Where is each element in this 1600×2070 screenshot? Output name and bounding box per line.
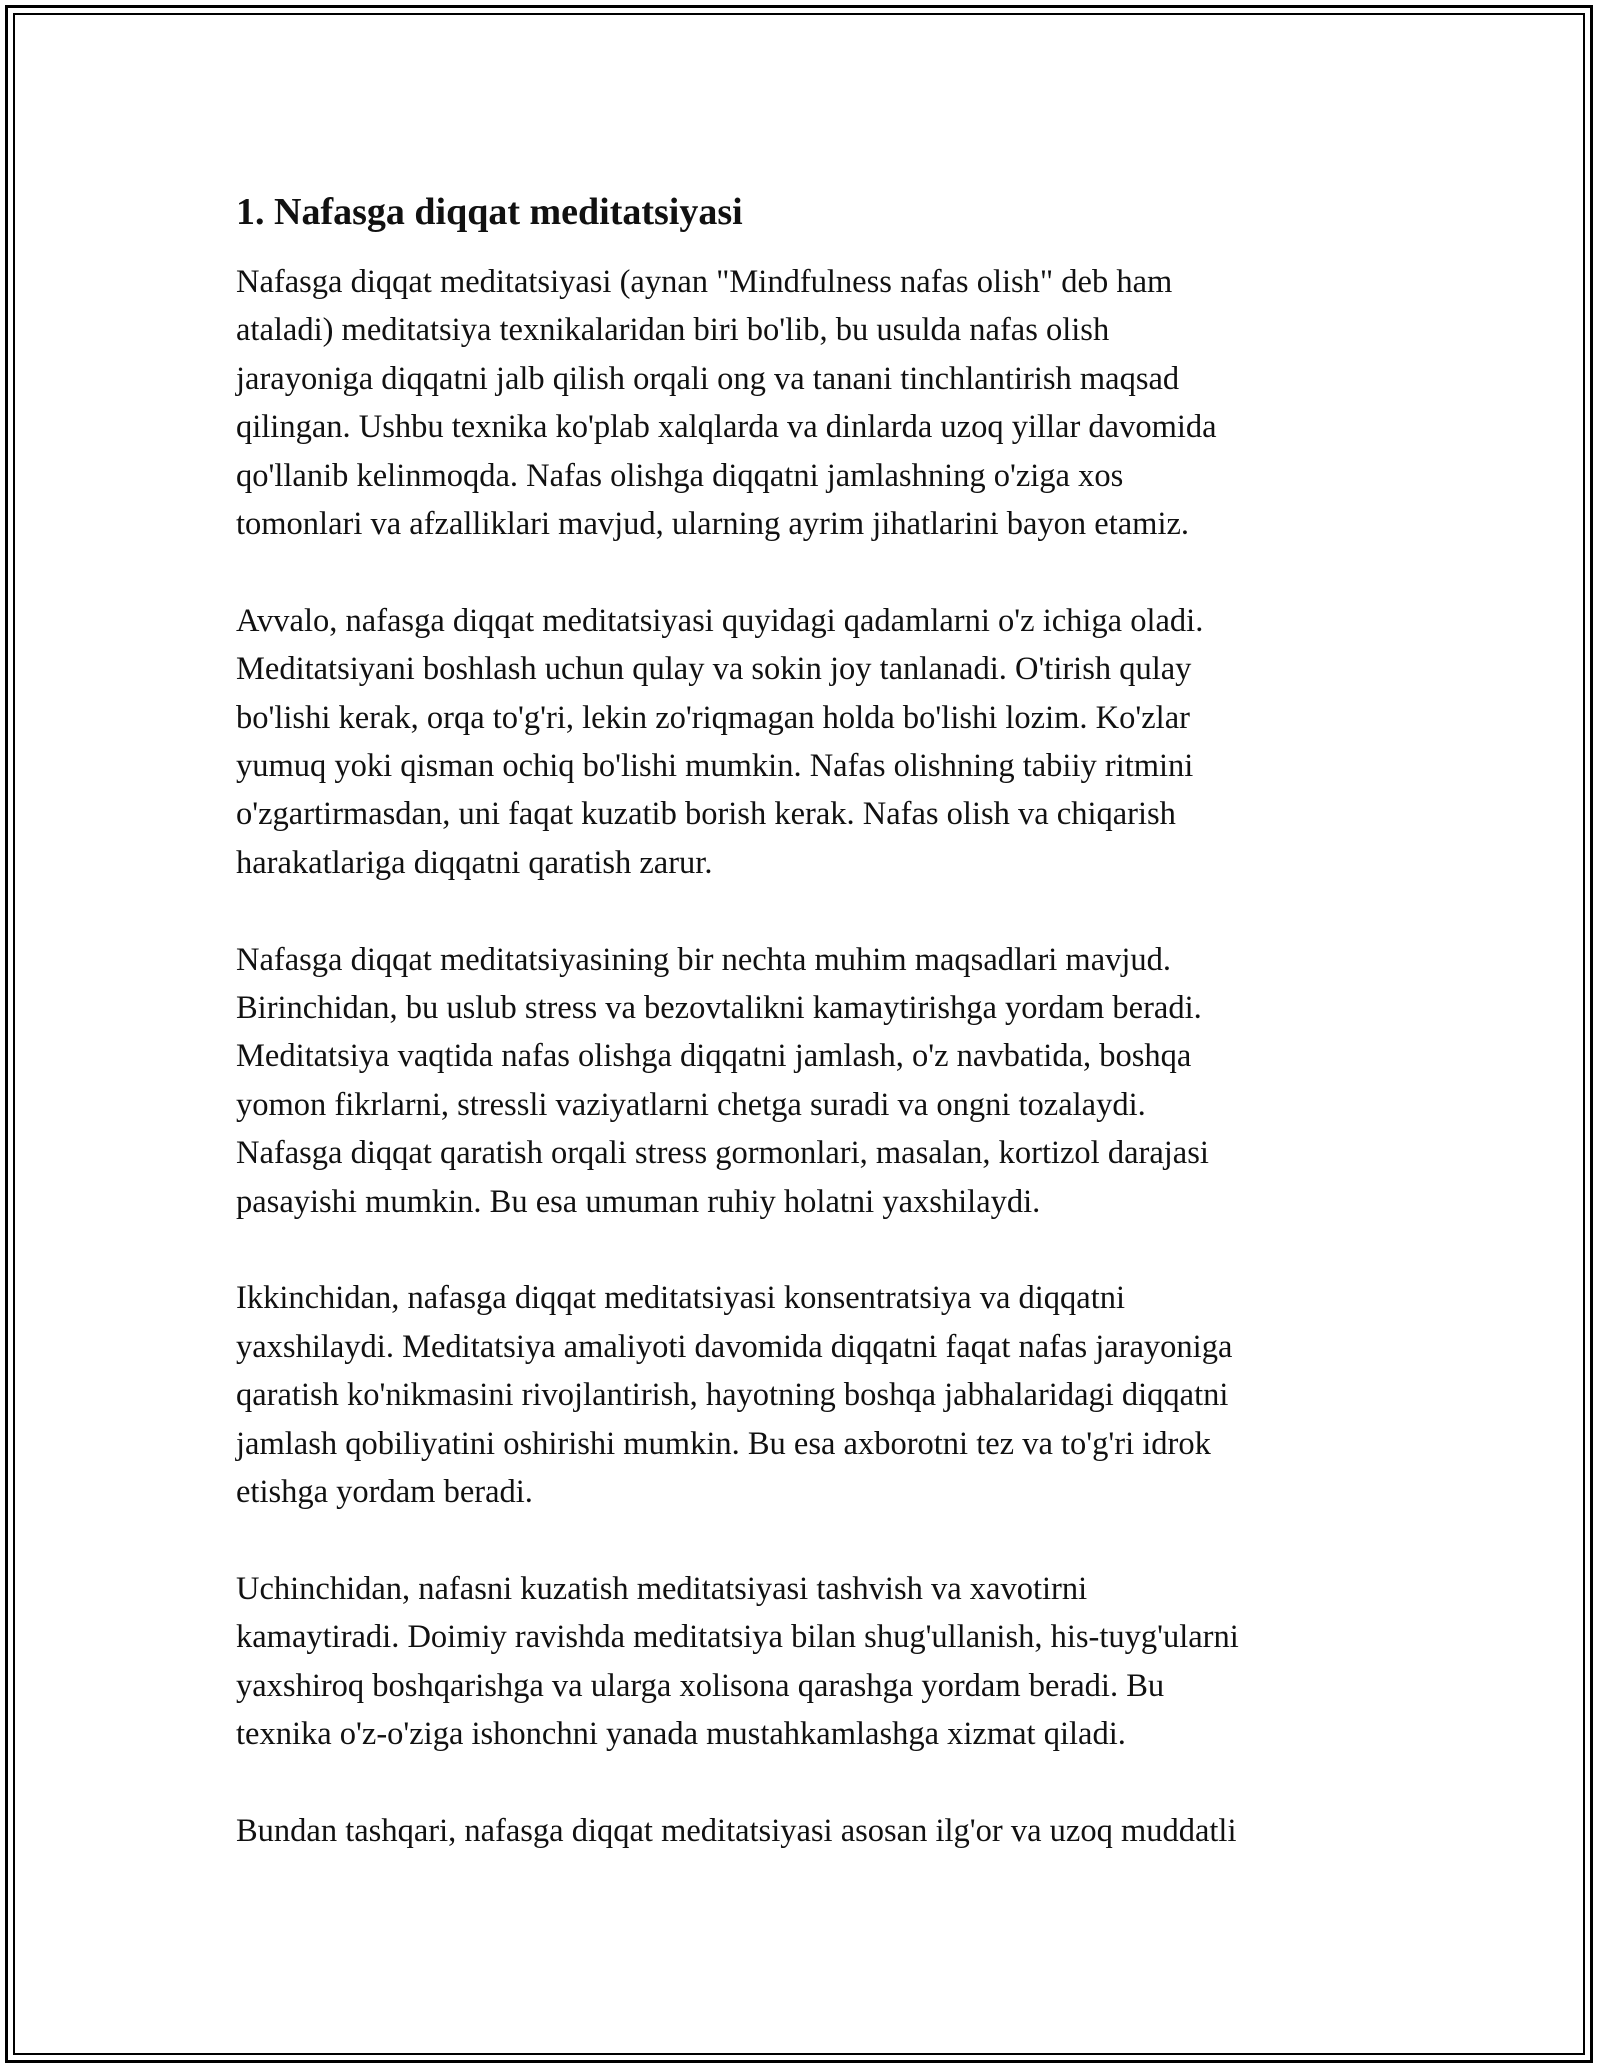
paragraph-line: Birinchidan, bu uslub stress va bezovtalikni kamaytirishga yordam beradi.	[236, 990, 1202, 1027]
paragraph-line: texnika o'z-o'ziga ishonchni yanada mustahkamlashga xizmat qiladi.	[236, 1716, 1126, 1753]
paragraph-goals	[236, 936, 1376, 1226]
paragraph-concentration	[236, 1274, 1376, 1516]
paragraph-line: kamaytiradi. Doimiy ravishda meditatsiya bilan shug'ullanish, his-tuyg'ularni	[236, 1619, 1239, 1656]
paragraph-line: Meditatsiya vaqtida nafas olishga diqqatni jamlash, o'z navbatida, boshqa	[236, 1038, 1192, 1075]
paragraph-line: o'zgartirmasdan, uni faqat kuzatib borish kerak. Nafas olish va chiqarish	[236, 796, 1176, 833]
document-body	[236, 188, 1376, 1904]
paragraph-line: Nafasga diqqat qaratish orqali stress gormonlari, masalan, kortizol darajasi	[236, 1135, 1209, 1172]
paragraph-line: ataladi) meditatsiya texnikalaridan biri bo'lib, bu usulda nafas olish	[236, 312, 1110, 349]
paragraph-line: etishga yordam beradi.	[236, 1474, 533, 1511]
paragraph-additional	[236, 1807, 1376, 1855]
paragraph-steps	[236, 597, 1376, 887]
section-heading: 1. Nafasga diqqat meditatsiyasi	[236, 191, 743, 233]
paragraph-line: yaxshiroq boshqarishga va ularga xolisona qarashga yordam beradi. Bu	[236, 1667, 1165, 1704]
paragraph-line: yomon fikrlarni, stressli vaziyatlarni chetga suradi va ongni tozalaydi.	[236, 1086, 1146, 1123]
paragraph-introduction	[236, 258, 1376, 548]
paragraph-line: Nafasga diqqat meditatsiyasi (aynan "Mindfulness nafas olish" deb ham	[236, 264, 1173, 300]
paragraph-line: yaxshilaydi. Meditatsiya amaliyoti davomida diqqatni faqat nafas jarayoniga	[236, 1328, 1233, 1365]
paragraph-line: Bundan tashqari, nafasga diqqat meditatsiyasi asosan ilg'or va uzoq muddatli	[236, 1812, 1237, 1849]
paragraph-line: Avvalo, nafasga diqqat meditatsiyasi quyidagi qadamlarni o'z ichiga oladi.	[236, 602, 1204, 639]
paragraph-line: tomonlari va afzalliklari mavjud, ularning ayrim jihatlarini bayon etamiz.	[236, 506, 1190, 543]
paragraph-line: Nafasga diqqat meditatsiyasining bir nechta muhim maqsadlari mavjud.	[236, 941, 1172, 978]
paragraph-line: jamlash qobiliyatini oshirishi mumkin. Bu esa axborotni tez va to'g'ri idrok	[236, 1425, 1211, 1462]
paragraph-line: Meditatsiyani boshlash uchun qulay va sokin joy tanlanadi. O'tirish qulay	[236, 651, 1192, 688]
paragraph-line: bo'lishi kerak, orqa to'g'ri, lekin zo'riqmagan holda bo'lishi lozim. Ko'zlar	[236, 699, 1190, 736]
paragraph-line: harakatlariga diqqatni qaratish zarur.	[236, 844, 713, 881]
paragraph-line: Uchinchidan, nafasni kuzatish meditatsiyasi tashvish va xavotirni	[236, 1570, 1088, 1607]
paragraph-line: qo'llanib kelinmoqda. Nafas olishga diqqatni jamlashning o'ziga xos	[236, 457, 1124, 494]
paragraph-line: qaratish ko'nikmasini rivojlantirish, hayotning boshqa jabhalaridagi diqqatni	[236, 1377, 1229, 1414]
paragraph-line: jarayoniga diqqatni jalb qilish orqali ong va tanani tinchlantirish maqsad	[236, 360, 1180, 397]
paragraph-anxiety	[236, 1565, 1376, 1759]
paragraph-line: qilingan. Ushbu texnika ko'plab xalqlarda va dinlarda uzoq yillar davomida	[236, 409, 1217, 446]
paragraph-line: pasayishi mumkin. Bu esa umuman ruhiy holatni yaxshilaydi.	[236, 1183, 1041, 1220]
paragraph-line: Ikkinchidan, nafasga diqqat meditatsiyasi konsentratsiya va diqqatni	[236, 1280, 1126, 1317]
paragraph-line: yumuq yoki qisman ochiq bo'lishi mumkin. Nafas olishning tabiiy ritmini	[236, 748, 1194, 785]
